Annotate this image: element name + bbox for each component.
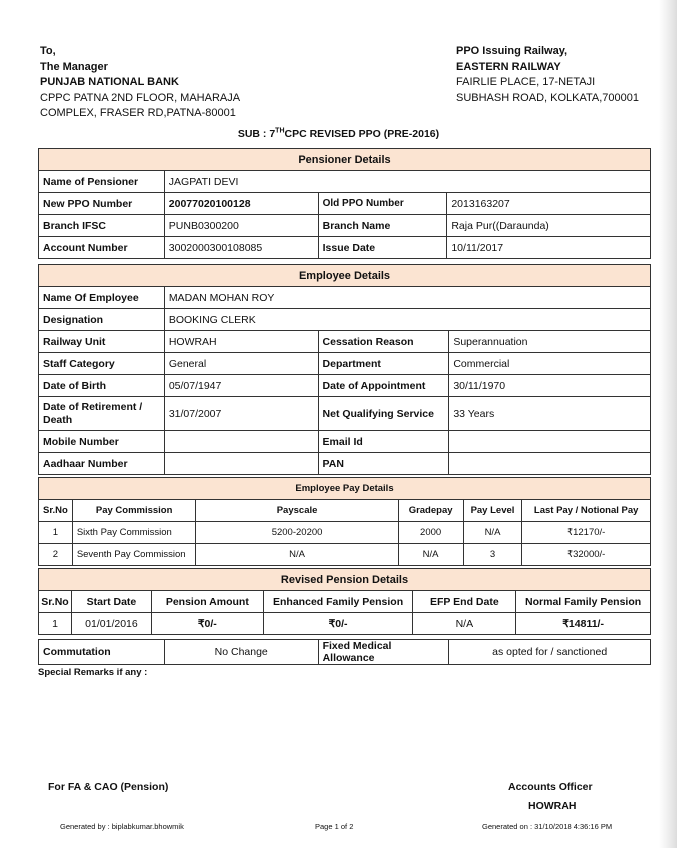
cessation-reason-label: Cessation Reason [318,331,449,353]
railway-address-line-2: SUBHASH ROAD, KOLKATA,700001 [456,91,639,104]
railway-unit-label: Railway Unit [39,331,165,353]
name-of-pensioner-value: JAGPATI DEVI [164,171,650,193]
rev-col-srno: Sr.No [39,591,72,613]
branch-name-label: Branch Name [318,215,447,237]
mobile-number-value [164,431,318,453]
issue-date-label: Issue Date [318,237,447,259]
special-remarks-label: Special Remarks if any : [38,667,148,678]
page-number: Page 1 of 2 [315,822,354,831]
rev-row1-normal-family-pension: ₹14811/- [516,613,651,635]
cessation-reason-value: Superannuation [449,331,651,353]
department-value: Commercial [449,353,651,375]
old-ppo-label: Old PPO Number [318,193,447,215]
pay-col-gradepay: Gradepay [398,500,463,522]
bank-name: PUNJAB NATIONAL BANK [40,76,179,88]
signature-place: HOWRAH [528,800,577,812]
to-line: To, [40,45,56,57]
revised-pension-details-header: Revised Pension Details [39,569,651,591]
pay-row2-gradepay: N/A [398,544,463,566]
pay-row1-gradepay: 2000 [398,522,463,544]
railway-name: EASTERN RAILWAY [456,60,561,73]
pay-col-commission: Pay Commission [72,500,196,522]
pay-col-last-pay: Last Pay / Notional Pay [522,500,651,522]
generated-on: Generated on : 31/10/2018 4:36:16 PM [482,822,613,831]
rev-col-enhanced-family-pension: Enhanced Family Pension [263,591,413,613]
designation-label: Designation [39,309,165,331]
qualifying-service-value: 33 Years [449,397,651,431]
pay-row1-last-pay: ₹12170/- [522,522,651,544]
account-number-label: Account Number [39,237,165,259]
date-of-birth-value: 05/07/1947 [164,375,318,397]
rev-row1-pension-amount: ₹0/- [151,613,263,635]
pay-row2-commission: Seventh Pay Commission [72,544,196,566]
aadhaar-number-value [164,453,318,475]
generated-by: Generated by : biplabkumar.bhowmik [60,822,184,831]
pay-row2-payscale: N/A [196,544,398,566]
pay-row2-pay-level: 3 [463,544,522,566]
qualifying-service-label: Net Qualifying Service [318,397,449,431]
employee-name-value: MADAN MOHAN ROY [164,287,650,309]
commutation-label: Commutation [39,640,165,665]
staff-category-value: General [164,353,318,375]
issuing-railway-title: PPO Issuing Railway, [456,45,568,57]
mobile-number-label: Mobile Number [39,431,165,453]
issuing-railway-block [456,44,639,106]
manager-line: The Manager [40,60,108,73]
addressee-block [40,44,240,122]
rev-row1-srno: 1 [39,613,72,635]
employee-details-table [38,264,651,475]
rev-col-start-date: Start Date [71,591,151,613]
rev-row1-enhanced-family-pension: ₹0/- [263,613,413,635]
fixed-medical-allowance-value: as opted for / sanctioned [449,640,651,665]
date-of-appointment-label: Date of Appointment [318,375,449,397]
employee-pay-details-table [38,477,651,566]
date-of-retirement-value: 31/07/2007 [164,397,318,431]
pay-row1-commission: Sixth Pay Commission [72,522,196,544]
signature-right: Accounts Officer [508,781,593,793]
pensioner-details-header: Pensioner Details [39,149,651,171]
pay-row2-srno: 2 [39,544,73,566]
email-id-value [449,431,651,453]
pay-row1-payscale: 5200-20200 [196,522,398,544]
rev-row1-efp-end-date: N/A [413,613,516,635]
new-ppo-label: New PPO Number [39,193,165,215]
pay-col-srno: Sr.No [39,500,73,522]
table-row [39,613,651,635]
pay-col-pay-level: Pay Level [463,500,522,522]
branch-name-value: Raja Pur((Daraunda) [447,215,651,237]
signature-left: For FA & CAO (Pension) [48,781,169,793]
pay-col-payscale: Payscale [196,500,398,522]
employee-name-label: Name Of Employee [39,287,165,309]
new-ppo-value: 20077020100128 [164,193,318,215]
designation-value: BOOKING CLERK [164,309,650,331]
employee-pay-details-header: Employee Pay Details [39,478,651,500]
pensioner-details-table [38,148,651,259]
staff-category-label: Staff Category [39,353,165,375]
date-of-birth-label: Date of Birth [39,375,165,397]
employee-details-header: Employee Details [39,265,651,287]
rev-col-efp-end-date: EFP End Date [413,591,516,613]
subject-line: SUB : 7THCPC REVISED PPO (PRE-2016) [237,127,440,140]
issue-date-value: 10/11/2017 [447,237,651,259]
old-ppo-value: 2013163207 [447,193,651,215]
pan-value [449,453,651,475]
railway-unit-value: HOWRAH [164,331,318,353]
commutation-value: No Change [164,640,318,665]
pan-label: PAN [318,453,449,475]
rev-row1-start-date: 01/01/2016 [71,613,151,635]
bank-address-line-2: COMPLEX, FRASER RD,PATNA-80001 [40,107,236,119]
date-of-retirement-label: Date of Retirement / Death [39,397,165,431]
bank-address-line-1: CPPC PATNA 2ND FLOOR, MAHARAJA [40,91,241,104]
pay-row1-srno: 1 [39,522,73,544]
revised-pension-details-table [38,568,651,635]
fixed-medical-allowance-label: Fixed Medical Allowance [318,640,449,665]
pay-row2-last-pay: ₹32000/- [522,544,651,566]
rev-col-normal-family-pension: Normal Family Pension [516,591,651,613]
table-row [39,544,651,566]
commutation-table [38,639,651,665]
aadhaar-number-label: Aadhaar Number [39,453,165,475]
account-number-value: 3002000300108085 [164,237,318,259]
date-of-appointment-value: 30/11/1970 [449,375,651,397]
table-row [39,522,651,544]
branch-ifsc-label: Branch IFSC [39,215,165,237]
pay-row1-pay-level: N/A [463,522,522,544]
email-id-label: Email Id [318,431,449,453]
department-label: Department [318,353,449,375]
rev-col-pension-amount: Pension Amount [151,591,263,613]
railway-address-line-1: FAIRLIE PLACE, 17-NETAJI [456,76,596,88]
branch-ifsc-value: PUNB0300200 [164,215,318,237]
name-of-pensioner-label: Name of Pensioner [39,171,165,193]
